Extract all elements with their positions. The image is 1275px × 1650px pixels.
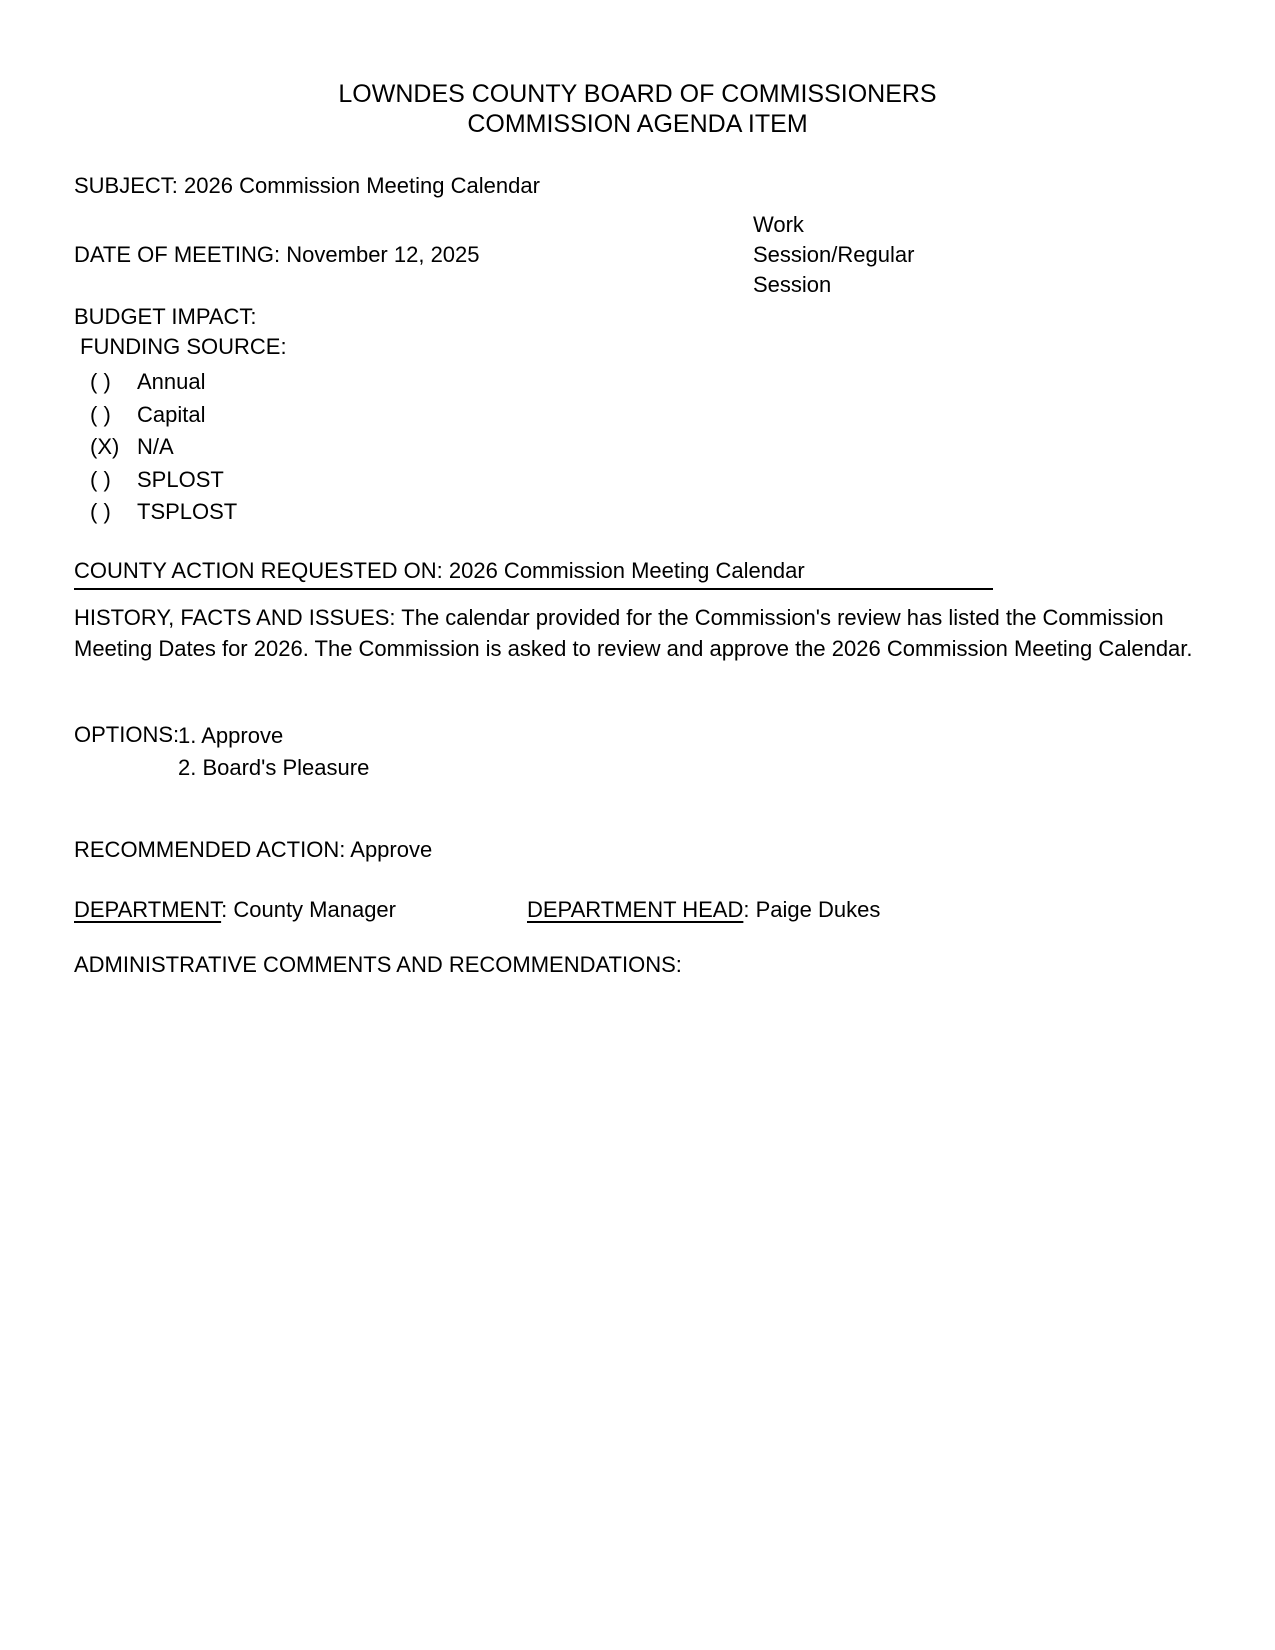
department-head-field xyxy=(527,895,880,925)
history-text: The calendar provided for the Commission's review has listed the Commission Meeting Dates for 2026. The Commission is asked to review and approve the 2026 Commission Meeting Calendar. xyxy=(74,604,1193,661)
funding-option-tsplost xyxy=(90,496,1201,529)
recommended-action-value: Approve xyxy=(350,836,433,862)
recommended-action-field xyxy=(74,835,1201,865)
admin-comments-label: ADMINISTRATIVE COMMENTS AND RECOMMENDATIONS: xyxy=(74,951,682,977)
department-field xyxy=(74,895,527,925)
document-title-line-1: LOWNDES COUNTY BOARD OF COMMISSIONERS xyxy=(338,80,937,108)
document-header xyxy=(74,79,1201,139)
department-row xyxy=(74,895,1201,925)
subject-label: SUBJECT: xyxy=(74,173,178,198)
meeting-date-value: November 12, 2025 xyxy=(286,242,480,267)
checkbox-marker: ( ) xyxy=(90,466,111,492)
history-facts-issues-paragraph xyxy=(74,602,1201,664)
department-separator: : xyxy=(221,896,228,922)
option-item-1: 1. Approve xyxy=(178,722,284,748)
option-item-2: 2. Board's Pleasure xyxy=(178,754,370,780)
budget-impact-field xyxy=(74,302,1201,332)
session-type-text: Work Session/Regular Session xyxy=(753,212,915,297)
funding-source-field xyxy=(74,332,1201,362)
admin-comments-heading xyxy=(74,950,1201,980)
funding-source-label: FUNDING SOURCE: xyxy=(80,334,287,359)
options-section xyxy=(74,720,1201,784)
funding-option-na xyxy=(90,431,1201,464)
options-items xyxy=(178,720,369,784)
department-head-label: DEPARTMENT HEAD xyxy=(527,896,744,922)
department-head-separator: : xyxy=(743,896,750,922)
checkbox-marker: ( ) xyxy=(90,369,111,394)
funding-option-annual xyxy=(90,366,1201,399)
options-label: OPTIONS: xyxy=(74,721,180,747)
funding-option-splost xyxy=(90,464,1201,497)
county-action-value: 2026 Commission Meeting Calendar xyxy=(448,557,805,583)
meeting-info-block xyxy=(74,201,1201,302)
checkbox-marker: ( ) xyxy=(90,499,111,524)
meeting-date-field xyxy=(74,240,480,270)
checkbox-marker-checked: (X) xyxy=(90,434,120,459)
department-value: County Manager xyxy=(233,896,396,922)
checkbox-marker: ( ) xyxy=(90,401,111,427)
budget-impact-label: BUDGET IMPACT: xyxy=(74,304,257,329)
recommended-action-label: RECOMMENDED ACTION: xyxy=(74,836,346,862)
funding-option-label: Annual xyxy=(137,369,206,394)
funding-option-label: Capital xyxy=(137,401,206,427)
county-action-field xyxy=(74,556,993,590)
meeting-date-label: DATE OF MEETING: xyxy=(74,242,281,267)
funding-option-label: N/A xyxy=(137,434,174,459)
funding-option-capital xyxy=(90,399,1201,432)
document-title-line-2: COMMISSION AGENDA ITEM xyxy=(467,110,808,138)
department-head-value: Paige Dukes xyxy=(755,896,881,922)
department-label: DEPARTMENT xyxy=(74,896,222,922)
county-action-label: COUNTY ACTION REQUESTED ON: xyxy=(74,557,443,583)
subject-field xyxy=(74,171,1201,201)
history-label: HISTORY, FACTS AND ISSUES: xyxy=(74,604,396,630)
funding-option-label: SPLOST xyxy=(137,466,224,492)
subject-value: 2026 Commission Meeting Calendar xyxy=(184,173,540,198)
funding-options-list xyxy=(74,366,1201,529)
funding-option-label: TSPLOST xyxy=(137,499,238,524)
